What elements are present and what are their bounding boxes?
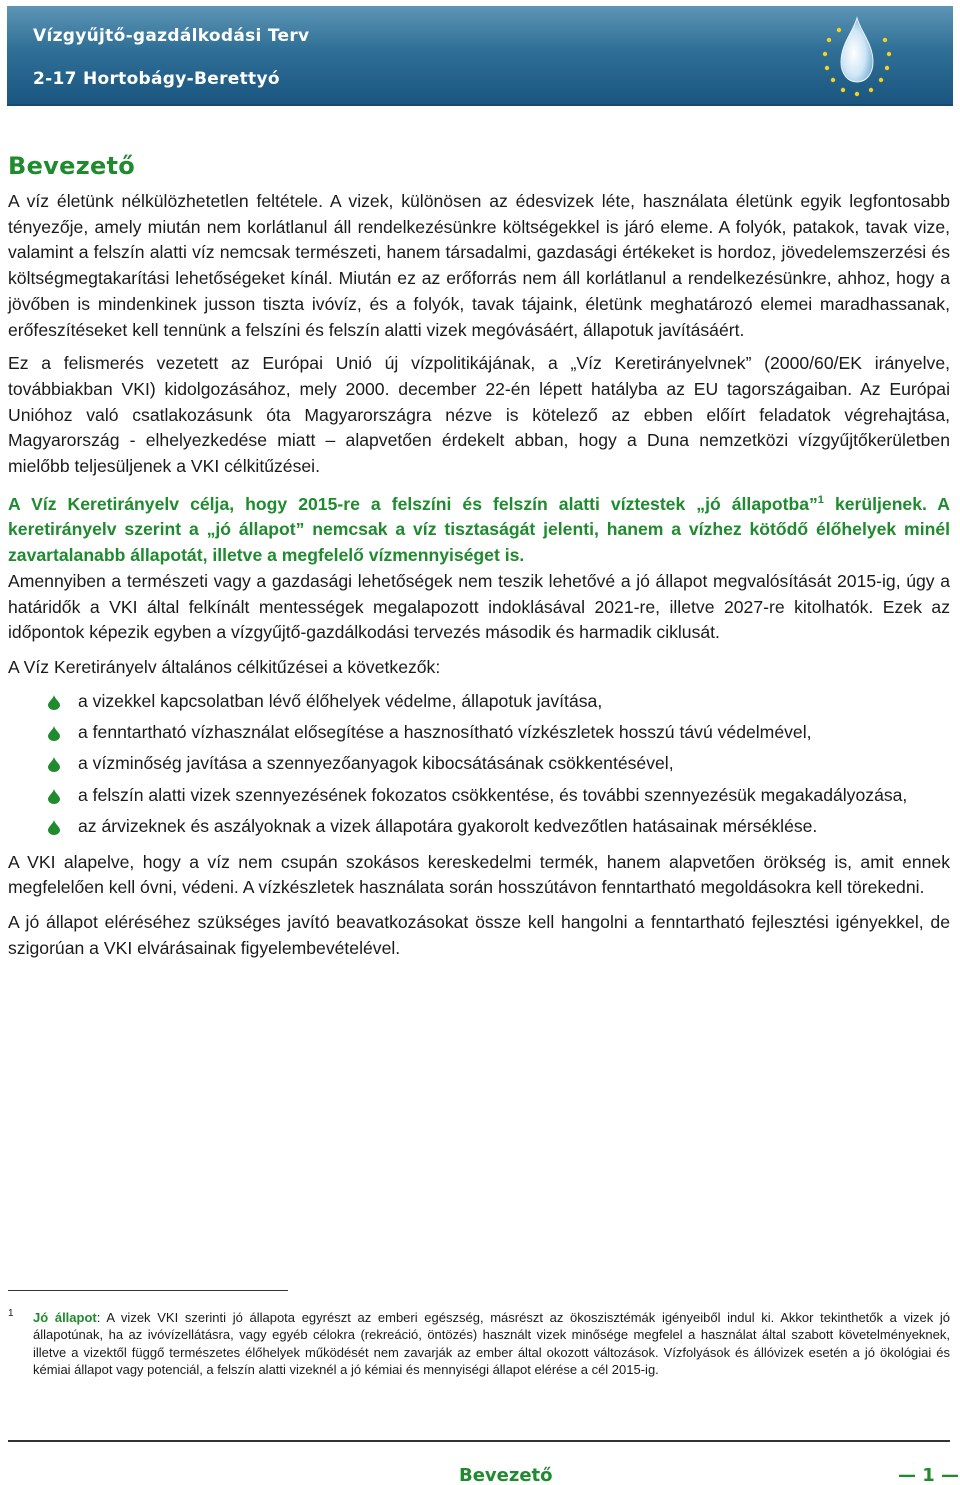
- footer-section-name: Bevezető: [459, 1465, 553, 1485]
- list-item: [8, 689, 950, 714]
- water-drop-icon: [47, 757, 61, 772]
- water-drop-icon: [47, 789, 61, 804]
- list-item-text: a felszín alatti vizek szennyezésének fokozatos csökkentése, és további szennyezésük megakadályozása,: [78, 784, 908, 805]
- paragraph-eu-policy: Ez a felismerés vezetett az Európai Unió új vízpolitikájának, a „Víz Keretirányelvnek” (2000/60/EK irányelve, továbbiakban VKI) kidolgozásához, mely 2000. december 22-én lépett hatályba az EU tagországaiban. Az Európai Unióhoz való csatlakozásunk óta Magyarországra nézve is kötelező az ebben előírt feladatok végrehajtása, Magyarország - elhelyezkedése miatt – alapvetően érdekelt abban, hogy a Duna nemzetközi vízgyűjtőkerületben mielőbb teljesüljenek a VKI célkitűzései.: [8, 353, 950, 477]
- water-drop-icon: [47, 820, 61, 835]
- footnote-divider: [8, 1290, 288, 1291]
- paragraph-objectives-intro: A Víz Keretirányelv általános célkitűzései a következők:: [8, 656, 441, 677]
- list-item: [8, 783, 950, 808]
- header-band: [7, 6, 953, 106]
- list-item-text: az árvizeknek és aszályoknak a vizek állapotára gyakorolt kedvezőtlen hatásainak mérséklése.: [78, 816, 818, 837]
- paragraph-closing: A jó állapot eléréséhez szükséges javító beavatkozásokat össze kell hangolni a fenntartható fejlesztési igényekkel, de szigorúan a VKI elvárásainak figyelembevételével.: [8, 912, 950, 958]
- footnote-ref: 1: [817, 493, 824, 506]
- list-item-text: a fenntartható vízhasználat elősegítése a hasznosítható vízkészletek hosszú távú védelmével,: [78, 722, 812, 743]
- list-item: [8, 720, 950, 745]
- footnote-body: [8, 1309, 950, 1379]
- page-number: — 1 —: [898, 1465, 960, 1485]
- water-drop-icon: [47, 695, 61, 710]
- footnote-mark: 1: [8, 1308, 14, 1319]
- document-title: Vízgyűjtő-gazdálkodási Terv: [33, 26, 310, 46]
- water-drop-icon: [47, 726, 61, 741]
- list-item-text: a vizekkel kapcsolatban lévő élőhelyek védelme, állapotuk javítása,: [78, 690, 603, 711]
- goal-text-a: A Víz Keretirányelv célja, hogy 2015-re a felszíni és felszín alatti víztestek „jó állapotba”: [8, 493, 818, 514]
- footnote: [8, 1309, 950, 1379]
- section-title: Bevezető: [8, 152, 136, 180]
- document-subtitle: 2-17 Hortobágy-Berettyó: [33, 69, 280, 89]
- footnote-term: Jó állapot: [33, 1310, 97, 1325]
- main-content: [8, 152, 950, 970]
- list-item-text: a vízminőség javítása a szennyezőanyagok kibocsátásának csökkentésével,: [78, 753, 674, 774]
- paragraph-deadlines: Amennyiben a természeti vagy a gazdasági lehetőségek nem teszik lehetővé a jó állapot megvalósítását 2015-ig, úgy a határidők a VKI által felkínált mentességek megalapozott indoklásával 2021-re, illetve 2027-re kitolhatók. Ezek az időpontok képezik egyben a vízgyűjtő-gazdálkodási tervezés második és harmadik ciklusát.: [8, 570, 950, 643]
- footer-divider: [8, 1440, 950, 1442]
- goal-text-b: kerüljenek. A keretirányelv szerint a „jó állapot” nemcsak a víz tisztaságát jelenti, hanem a vízhez kötődő élőhelyek minél zavartalanabb állapotát, illetve a megfelelő vízmennyiséget is.: [8, 493, 950, 566]
- eu-water-drop-logo: [817, 10, 897, 106]
- paragraph-goal: [8, 488, 950, 569]
- footnote-text: : A vizek VKI szerinti jó állapota egyrészt az emberi egészség, másrészt az ökoszisztémák igényeiből indul ki. Akkor tekinthetők a vizek jó állapotúnak, ha az ivóvízellátásra, vagy egyéb célokra (rekreáció, öntözés) használt vizek minősége megfelel a használat által szabott követelményeknek, illetve a vizektől függő természetes élőhelyek működését nem zavarják az ember által okozott változások. Vízfolyások és állóvizek esetén a jó ökológiai és kémiai állapot vagy potenciál, a felszín alatti vizeknél a jó kémiai és mennyiségi állapot elérése a cél 2015-ig.: [33, 1310, 950, 1378]
- paragraph-intro: A víz életünk nélkülözhetetlen feltétele. A vizek, különösen az édesvizek léte, használata életünk egyik legfontosabb tényezője, amely miután nem korlátlanul áll rendelkezésünkre költségekkel is járó eleme. A folyók, patakok, tavak vize, valamint a felszín alatti víz nemcsak természeti, hanem társadalmi, gazdasági értékeket is hordoz, jövedelemszerzési és költségmegtakarítási lehetőségeket kínál. Miután ez az erőforrás nem áll korlátlanul a rendelkezésünkre, ahhoz, hogy a jövőben is mindenkinek jusson tiszta ivóvíz, és a folyók, tavak tájaink, életünk meghatározó elemei maradhassanak, erőfeszítéseket kell tennünk a felszíni és felszín alatti vizek megóvásáért, állapotuk javításáért.: [8, 191, 950, 340]
- objectives-list: [8, 689, 950, 840]
- list-item: [8, 751, 950, 776]
- list-item: [8, 814, 950, 839]
- paragraph-principle: A VKI alapelve, hogy a víz nem csupán szokásos kereskedelmi termék, hanem alapvetően örökség is, amit ennek megfelelően kell óvni, védeni. A vízkészletek használata során hosszútávon fenntartható megoldásokra kell törekedni.: [8, 851, 950, 898]
